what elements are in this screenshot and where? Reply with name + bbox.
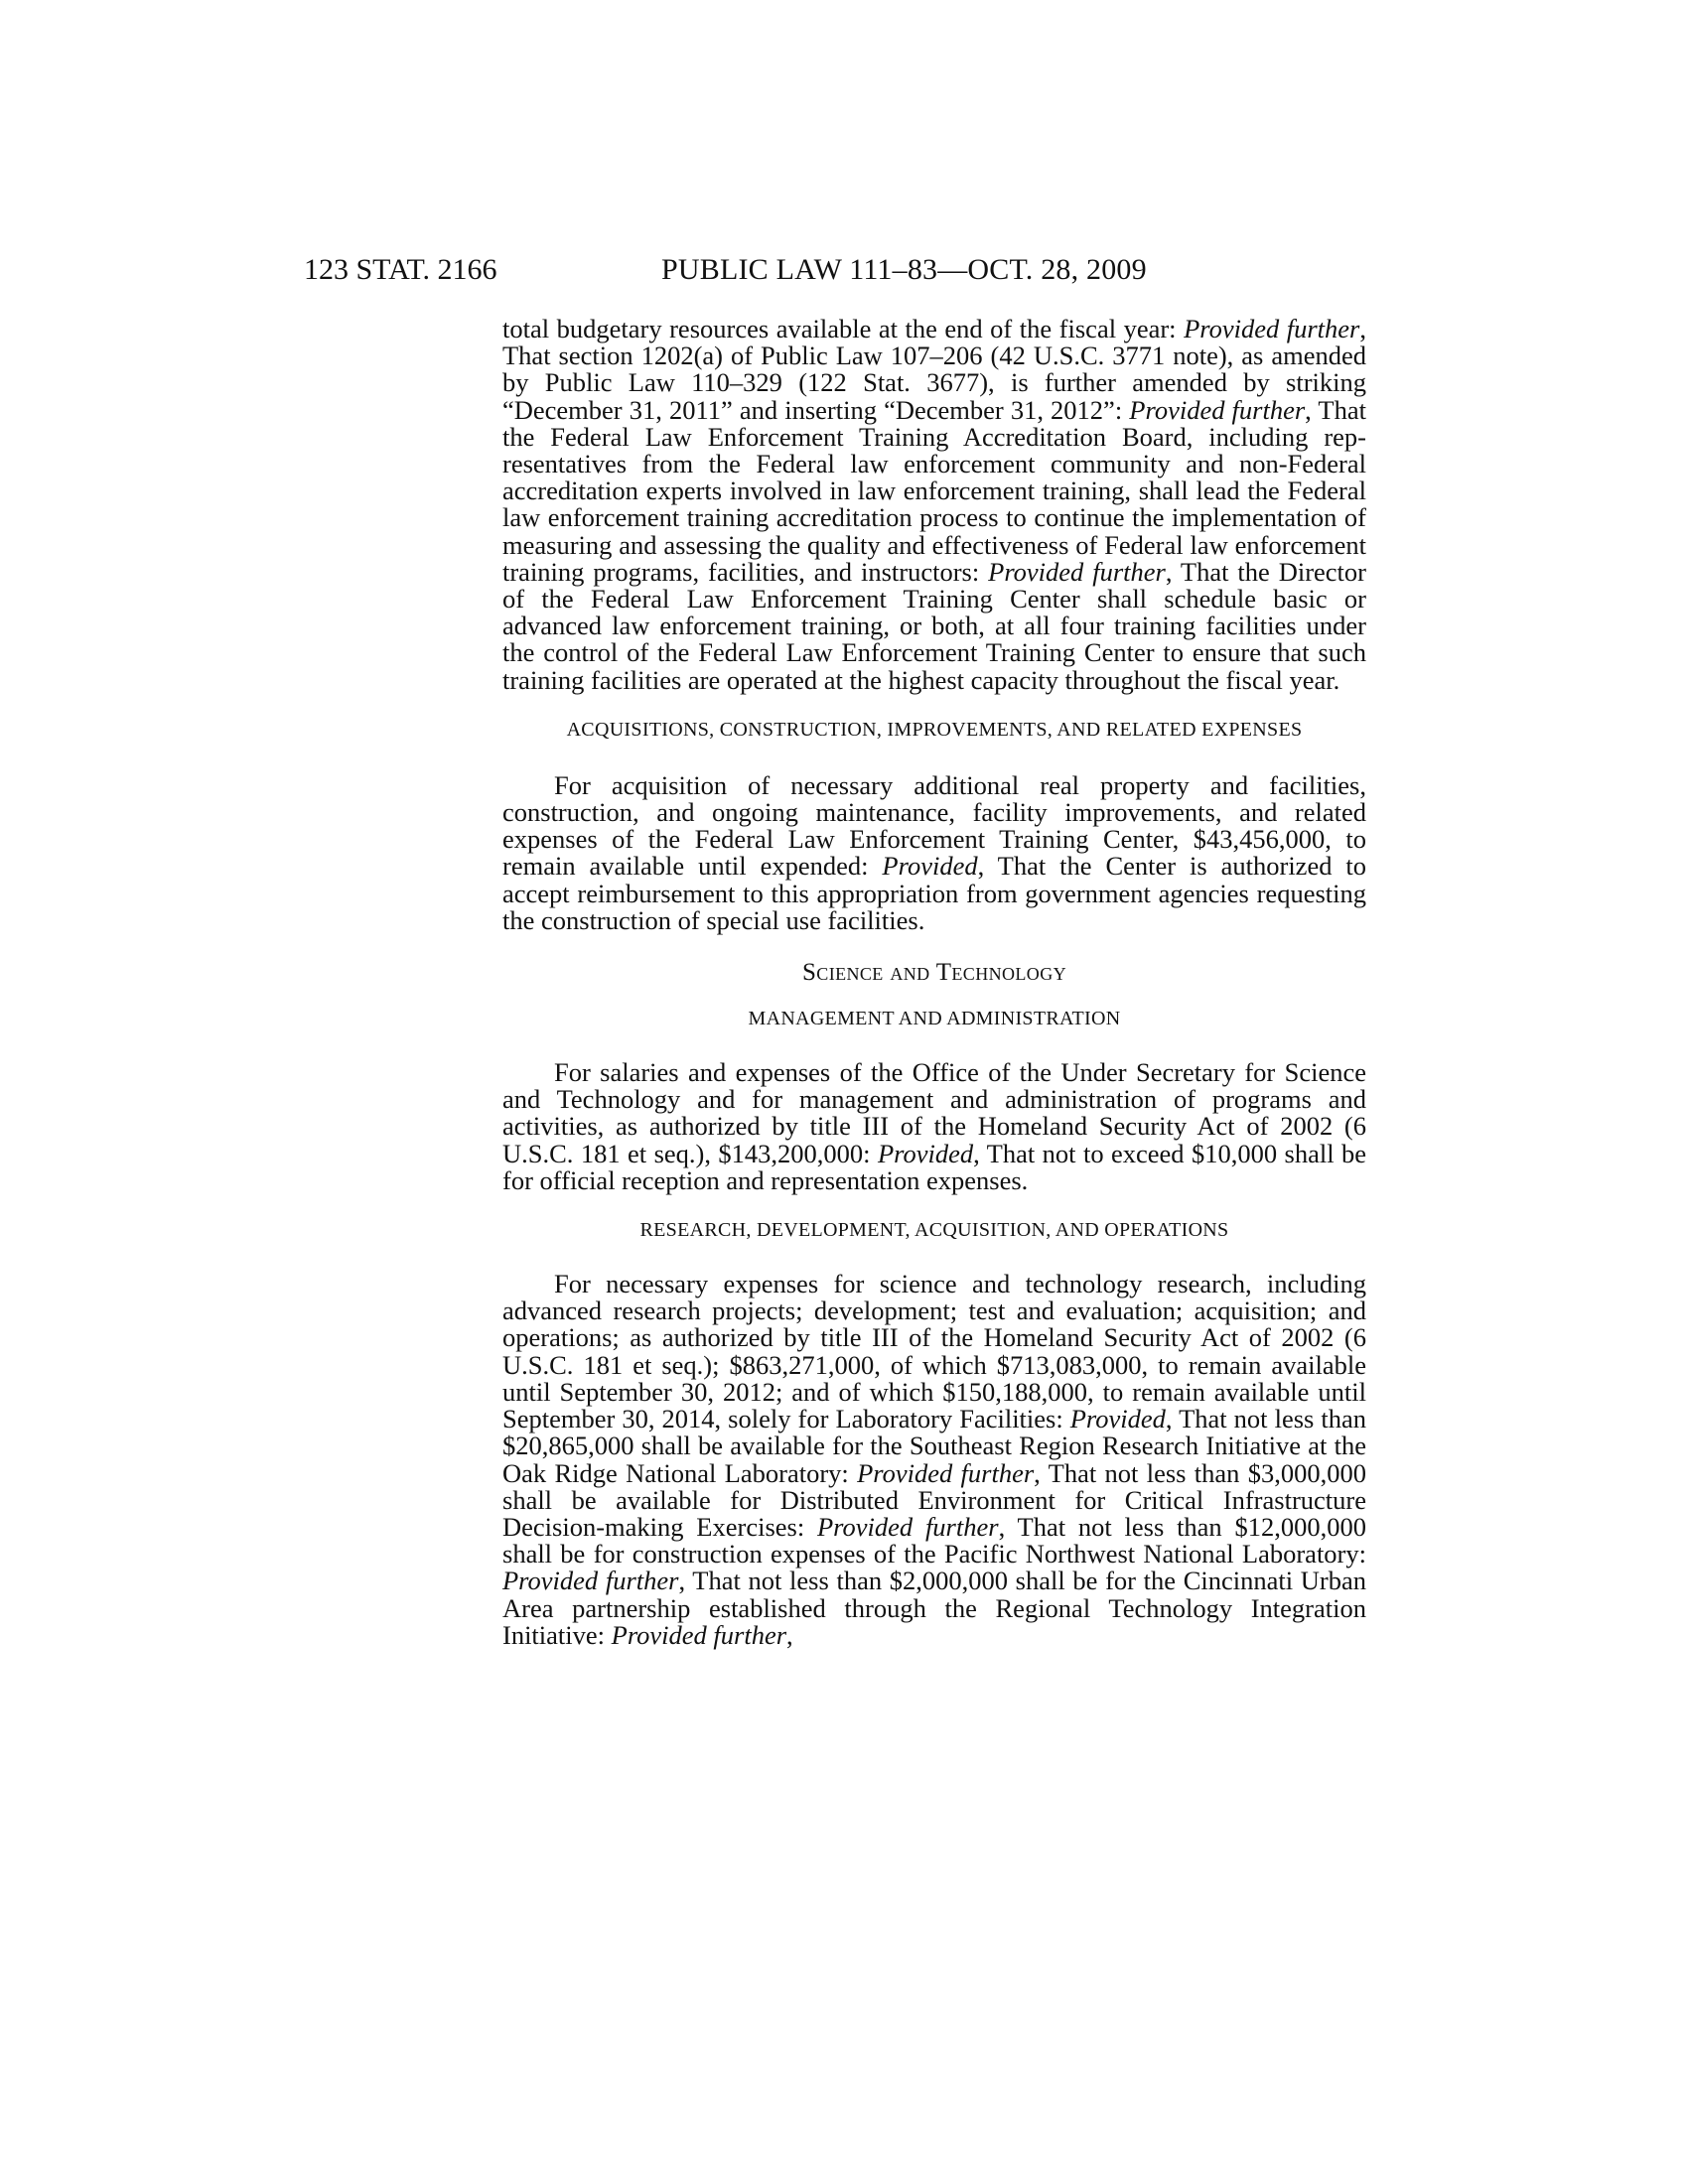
proviso-italic: Provided further [817, 1511, 999, 1542]
paragraph-management [502, 1059, 1366, 1194]
text-segment: , That not less than $20,865,000 shall be available for the Southeast Region Research Initiative at the Oak Ridge National Laboratory: [502, 1404, 1366, 1488]
proviso-italic: Provided [877, 1138, 974, 1168]
text-segment: , That section 1202(a) of Public Law 107–206 (42 U.S.C. 3771 note), as amended by Public Law 110–329 (122 Stat. 3677), is further amended by striking “December 31, 2011” and inserting “December 31, 2012”: [502, 314, 1366, 425]
proviso-italic: Provided [882, 851, 978, 882]
page-header [304, 250, 1366, 290]
text-segment: total budgetary resources available at the end of the fiscal year: [502, 314, 1185, 343]
text-segment: For necessary expenses for science and technology research, including advanced research projects; development; test and evaluation; acquisition; and operations; as authorized by title III of the Homeland Security Act of 2002 (6 U.S.C. 181 et seq.); $863,271,000, of which $713,083,000, to remain available until September 30, 2012; and of which $150,188,000, to remain available until September 30, 2014, solely for Laboratory Facilities: [502, 1269, 1366, 1434]
proviso-italic: Provided further [857, 1457, 1035, 1488]
proviso-italic: Provided further [1184, 314, 1360, 343]
statute-page-reference: 123 STAT. 2166 [304, 253, 497, 286]
document-body [502, 316, 1366, 1649]
section-heading-acquisitions: ACQUISITIONS, CONSTRUCTION, IMPROVEMENTS, AND RELATED EXPENSES [566, 718, 1303, 741]
text-segment: , That the Center is authorized to accept reimbursement to this appropriation from government agencies requesting the construction of special use facilities. [502, 851, 1366, 935]
paragraph-acquisitions [502, 769, 1366, 935]
text-segment: , That not less than $2,000,000 shall be for the Cincinnati Urban Area partnership established through the Regional Technology Integration Initiative: [502, 1566, 1367, 1650]
text-segment: , That not less than $3,000,000 shall be available for Distributed Environment for Critical Infrastructure Decision-making Exercises: [502, 1457, 1366, 1542]
text-segment: , That the Director of the Federal Law Enforcement Training Center shall schedule basic or advanced law enforcement training, or both, at all four training facilities under the control of the Federal Law Enforcement Training Center to ensure that such training facilities are operated at the highest capacity throughout the fiscal year. [502, 556, 1366, 695]
proviso-italic: Provided [1069, 1404, 1166, 1434]
text-segment: , [786, 1619, 793, 1650]
text-segment: For salaries and expenses of the Office of the Under Secretary for Science and Technology and for management and administration of programs and activities, as authorized by title III of the Homeland Security Act of 2002 (6 U.S.C. 181 et seq.), $143,200,000: [502, 1057, 1366, 1168]
section-heading-research: RESEARCH, DEVELOPMENT, ACQUISITION, AND OPERATIONS [639, 1219, 1229, 1242]
public-law-title: PUBLIC LAW 111–83—OCT. 28, 2009 [661, 253, 1147, 286]
text-segment: For acquisition of necessary additional real property and facilities, construction, and ongoing maintenance, facility improvements, and related expenses of the Federal Law Enforcement Training Center, $43,456,000, to remain available until expended: [502, 769, 1366, 882]
section-heading-management: MANAGEMENT AND ADMINISTRATION [748, 1008, 1121, 1030]
text-segment: , That not less than $12,000,000 shall be for construction expenses of the Pacific Northwest National Laboratory: [502, 1511, 1366, 1570]
proviso-italic: Provided further [1129, 394, 1306, 425]
paragraph-research [502, 1271, 1366, 1649]
text-segment: , That the Federal Law Enforcement Training Accreditation Board, including representatives from the Federal law enforcement community and non-Federal accreditation experts involved in law enforcement training, shall lead the Federal law enforcement training accreditation process to continue the implementation of measuring and assessing the quality and effectiveness of Federal law enforcement training programs, facilities, and instructors: [502, 394, 1366, 587]
paragraph-continuation [502, 316, 1366, 694]
text-segment: , That not to exceed $10,000 shall be for official reception and representation expenses. [502, 1138, 1367, 1195]
proviso-italic: Provided further [502, 1566, 679, 1596]
proviso-italic: Provided further [988, 556, 1166, 587]
proviso-italic: Provided further [611, 1619, 787, 1650]
title-heading-science-technology: Science and Technology [801, 959, 1066, 987]
